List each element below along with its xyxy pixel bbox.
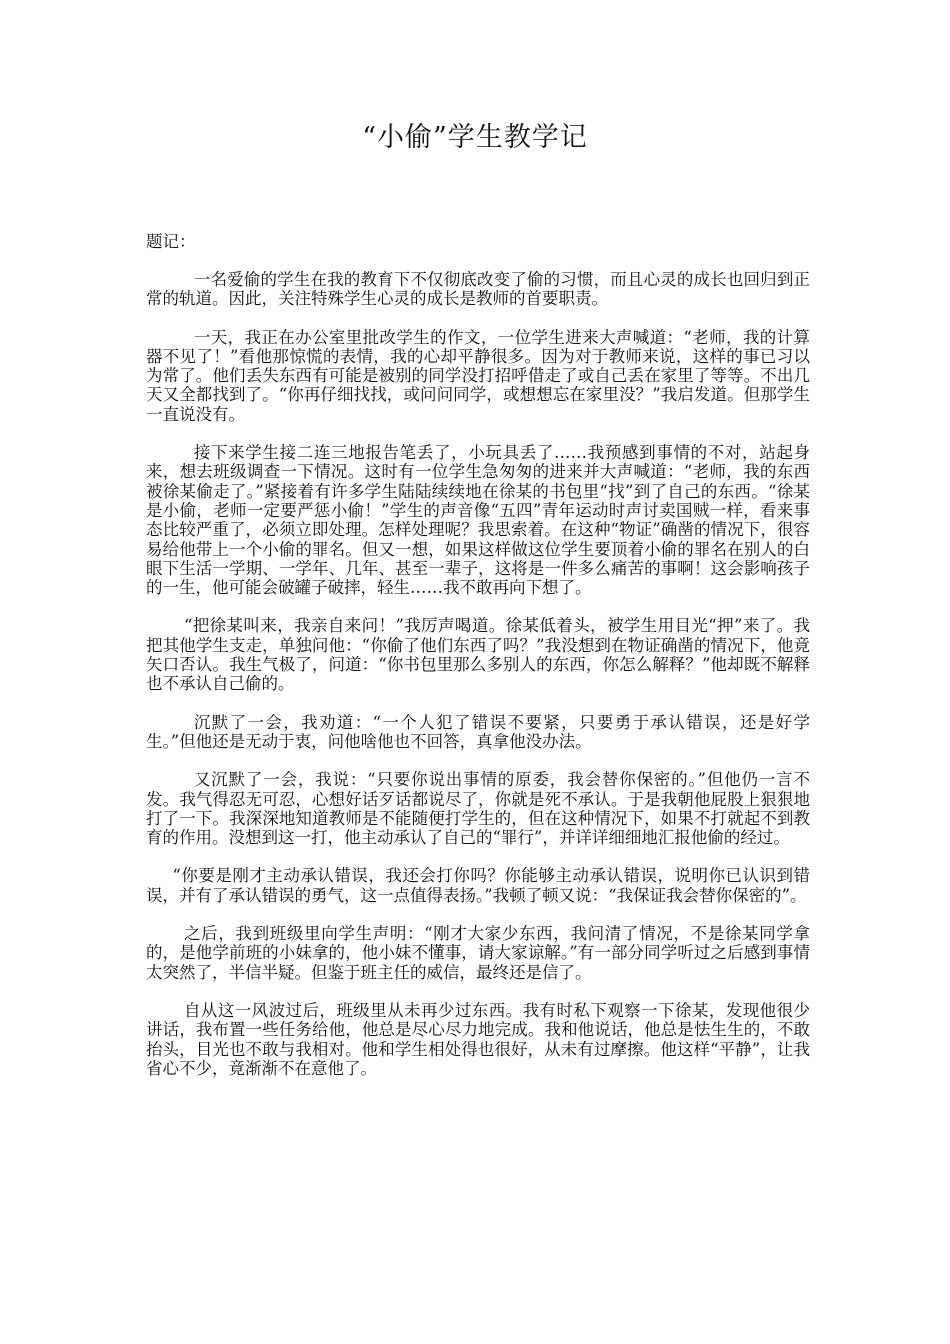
paragraph-questioning: “把徐某叫来，我亲自来问！”我厉声喝道。徐某低着头，被学生用目光“押”来了。我把其他学生支走，单独问他：“你偷了他们东西了吗？”我没想到在物证确凿的情况下，他竟矢口否认。我生气极了，问道：“你书包里那么多别人的东西，你怎么解释？”他却既不解释也不承认自己偷的。	[146, 616, 810, 694]
paragraph-persuasion: 沉默了一会，我劝道：“一个人犯了错误不要紧，只要勇于承认错误，还是好学生。”但他还是无动于衷，问他啥他也不回答，真拿他没办法。	[146, 712, 810, 751]
paragraph-calculator: 一天，我正在办公室里批改学生的作文，一位学生进来大声喊道：“老师，我的计算器不见了！”看他那惊慌的表情，我的心却平静很多。因为对于教师来说，这样的事已习以为常了。他们丢失东西有可能是被别的同学没打招呼借走了或自己丢在家里了等等。不出几天又全都找到了。“你再仔细找找，或问问同学，或想想忘在家里没？”我启发道。但那学生一直说没有。	[146, 327, 810, 424]
paragraph-reports: 接下来学生接二连三地报告笔丢了，小玩具丢了……我预感到事情的不对，站起身来，想去班级调查一下情况。这时有一位学生急匆匆的进来并大声喊道：“老师，我的东西被徐某偷走了。”紧接着有许多学生陆陆续续地在徐某的书包里“找”到了自己的东西。“徐某是小偷，老师一定要严惩小偷！”学生的声音像“五四”青年运动时声讨卖国贼一样，看来事态比较严重了，必须立即处理。怎样处理呢？我思索着。在这种“物证”确凿的情况下，很容易给他带上一个小偷的罪名。但又一想，如果这样做这位学生要顶着小偷的罪名在别人的白眼下生活一学期、一学年、几年、甚至一辈子，这将是一件多么痛苦的事啊！这会影响孩子的一生，他可能会破罐子破摔，轻生……我不敢再向下想了。	[146, 443, 810, 598]
paragraph-aftermath: 自从这一风波过后，班级里从未再少过东西。我有时私下观察一下徐某，发现他很少讲话，我布置一些任务给他，他总是尽心尽力地完成。我和他说话，他总是怯生生的，不敢抬头，目光也不敢与我相对。他和学生相处得也很好，从未有过摩擦。他这样“平静”，让我省心不少，竟渐渐不在意他了。	[146, 1000, 810, 1078]
paragraph-confession: 又沉默了一会，我说：“只要你说出事情的原委，我会替你保密的。”但他仍一言不发。我气得忍无可忍，心想好话歹话都说尽了，你就是死不承认。于是我朝他屁股上狠狠地打了一下。我深深地知道教师是不能随便打学生的，但在这种情况下，如果不打就起不到教育的作用。没想到这一打，他主动承认了自己的“罪行”，并详详细细地汇报他偷的经过。	[146, 770, 810, 848]
document-body	[146, 270, 810, 1097]
paragraph-promise: “你要是刚才主动承认错误，我还会打你吗？你能够主动承认错误，说明你已认识到错误，并有了承认错误的勇气，这一点值得表扬。”我顿了顿又说：“我保证我会替你保密的”。	[146, 866, 810, 905]
document-title: “小偷”学生教学记	[362, 122, 588, 153]
preface-label: 题记：	[146, 232, 196, 251]
paragraph-preface: 一名爱偷的学生在我的教育下不仅彻底改变了偷的习惯，而且心灵的成长也回归到正常的轨道。因此，关注特殊学生心灵的成长是教师的首要职责。	[146, 270, 810, 309]
paragraph-announcement: 之后，我到班级里向学生声明：“刚才大家少东西，我问清了情况，不是徐某同学拿的，是他学前班的小妹拿的，他小妹不懂事，请大家谅解。”有一部分同学听过之后感到事情太突然了，半信半疑。但鉴于班主任的威信，最终还是信了。	[146, 924, 810, 982]
